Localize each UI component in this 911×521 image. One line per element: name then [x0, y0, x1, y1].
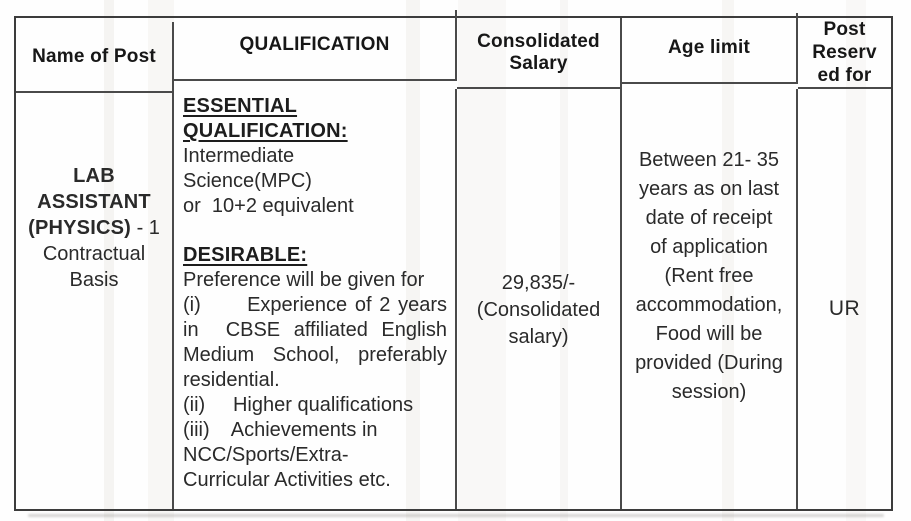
desirable-line: in CBSE affiliated English — [183, 319, 447, 341]
age-limit-line: accommodation, — [635, 294, 783, 316]
cell-salary — [457, 89, 622, 509]
cell-post-name — [16, 89, 174, 509]
header-post-reserved-for — [798, 18, 891, 89]
scan-shadow-line — [28, 514, 884, 517]
header-label-line: Post — [823, 19, 866, 40]
header-age-limit — [622, 13, 798, 84]
post-count: - 1 — [131, 217, 160, 239]
header-label: Age limit — [667, 36, 751, 58]
essential-heading-line: ESSENTIAL — [183, 95, 298, 117]
desirable-line: Preference will be given for — [183, 269, 425, 291]
age-limit-line: session) — [671, 381, 747, 403]
post-name-line: ASSISTANT — [37, 191, 151, 213]
header-label: QUALIFICATION — [239, 33, 390, 55]
post-basis-line: Basis — [69, 269, 119, 291]
post-name-line: LAB — [73, 165, 115, 187]
post-name-line — [16, 215, 172, 241]
header-name-of-post — [16, 22, 174, 93]
desirable-line: NCC/Sports/Extra- — [183, 444, 349, 466]
age-limit-line: date of receipt — [645, 207, 773, 229]
desirable-heading: DESIRABLE: — [183, 244, 308, 266]
desirable-line: (i) Experience of 2 years — [183, 294, 447, 316]
age-limit-line: Between 21- 35 — [638, 149, 780, 171]
cell-qualification — [174, 89, 457, 509]
essential-heading-line: QUALIFICATION: — [183, 120, 348, 142]
paragraph-gap — [183, 219, 447, 243]
essential-line: Intermediate — [183, 145, 295, 167]
header-label-line: Reserv — [812, 42, 877, 63]
desirable-line: (ii) Higher qualifications — [183, 394, 414, 416]
desirable-line: residential. — [183, 369, 280, 391]
age-limit-line: of application — [650, 236, 768, 258]
reservation-category: UR — [828, 297, 861, 320]
age-limit-line: Food will be — [655, 323, 763, 345]
recruitment-table — [14, 16, 893, 511]
age-limit-line: years as on last — [638, 178, 780, 200]
header-label-line: ed for — [817, 65, 872, 86]
essential-line: Science(MPC) — [183, 170, 312, 192]
salary-amount: 29,835/- — [501, 272, 576, 294]
header-label: Name of Post — [32, 45, 156, 67]
age-limit-line: (Rent free — [664, 265, 754, 287]
desirable-line: Curricular Activities etc. — [183, 469, 391, 491]
cell-age-limit — [622, 89, 798, 509]
header-consolidated-salary — [457, 18, 622, 89]
desirable-line: Medium School, preferably — [183, 344, 447, 366]
cell-post-reserved — [798, 89, 891, 509]
header-label: Consolidated Salary — [477, 30, 600, 74]
post-name-bold: (PHYSICS) — [28, 217, 132, 239]
header-qualification — [174, 10, 457, 81]
essential-line: or 10+2 equivalent — [183, 195, 354, 217]
salary-note-line: salary) — [508, 326, 569, 348]
salary-note-line: (Consolidated — [476, 299, 601, 321]
desirable-line: (iii) Achievements in — [183, 419, 378, 441]
post-basis-line: Contractual — [42, 243, 146, 265]
age-limit-line: provided (During — [635, 352, 783, 374]
